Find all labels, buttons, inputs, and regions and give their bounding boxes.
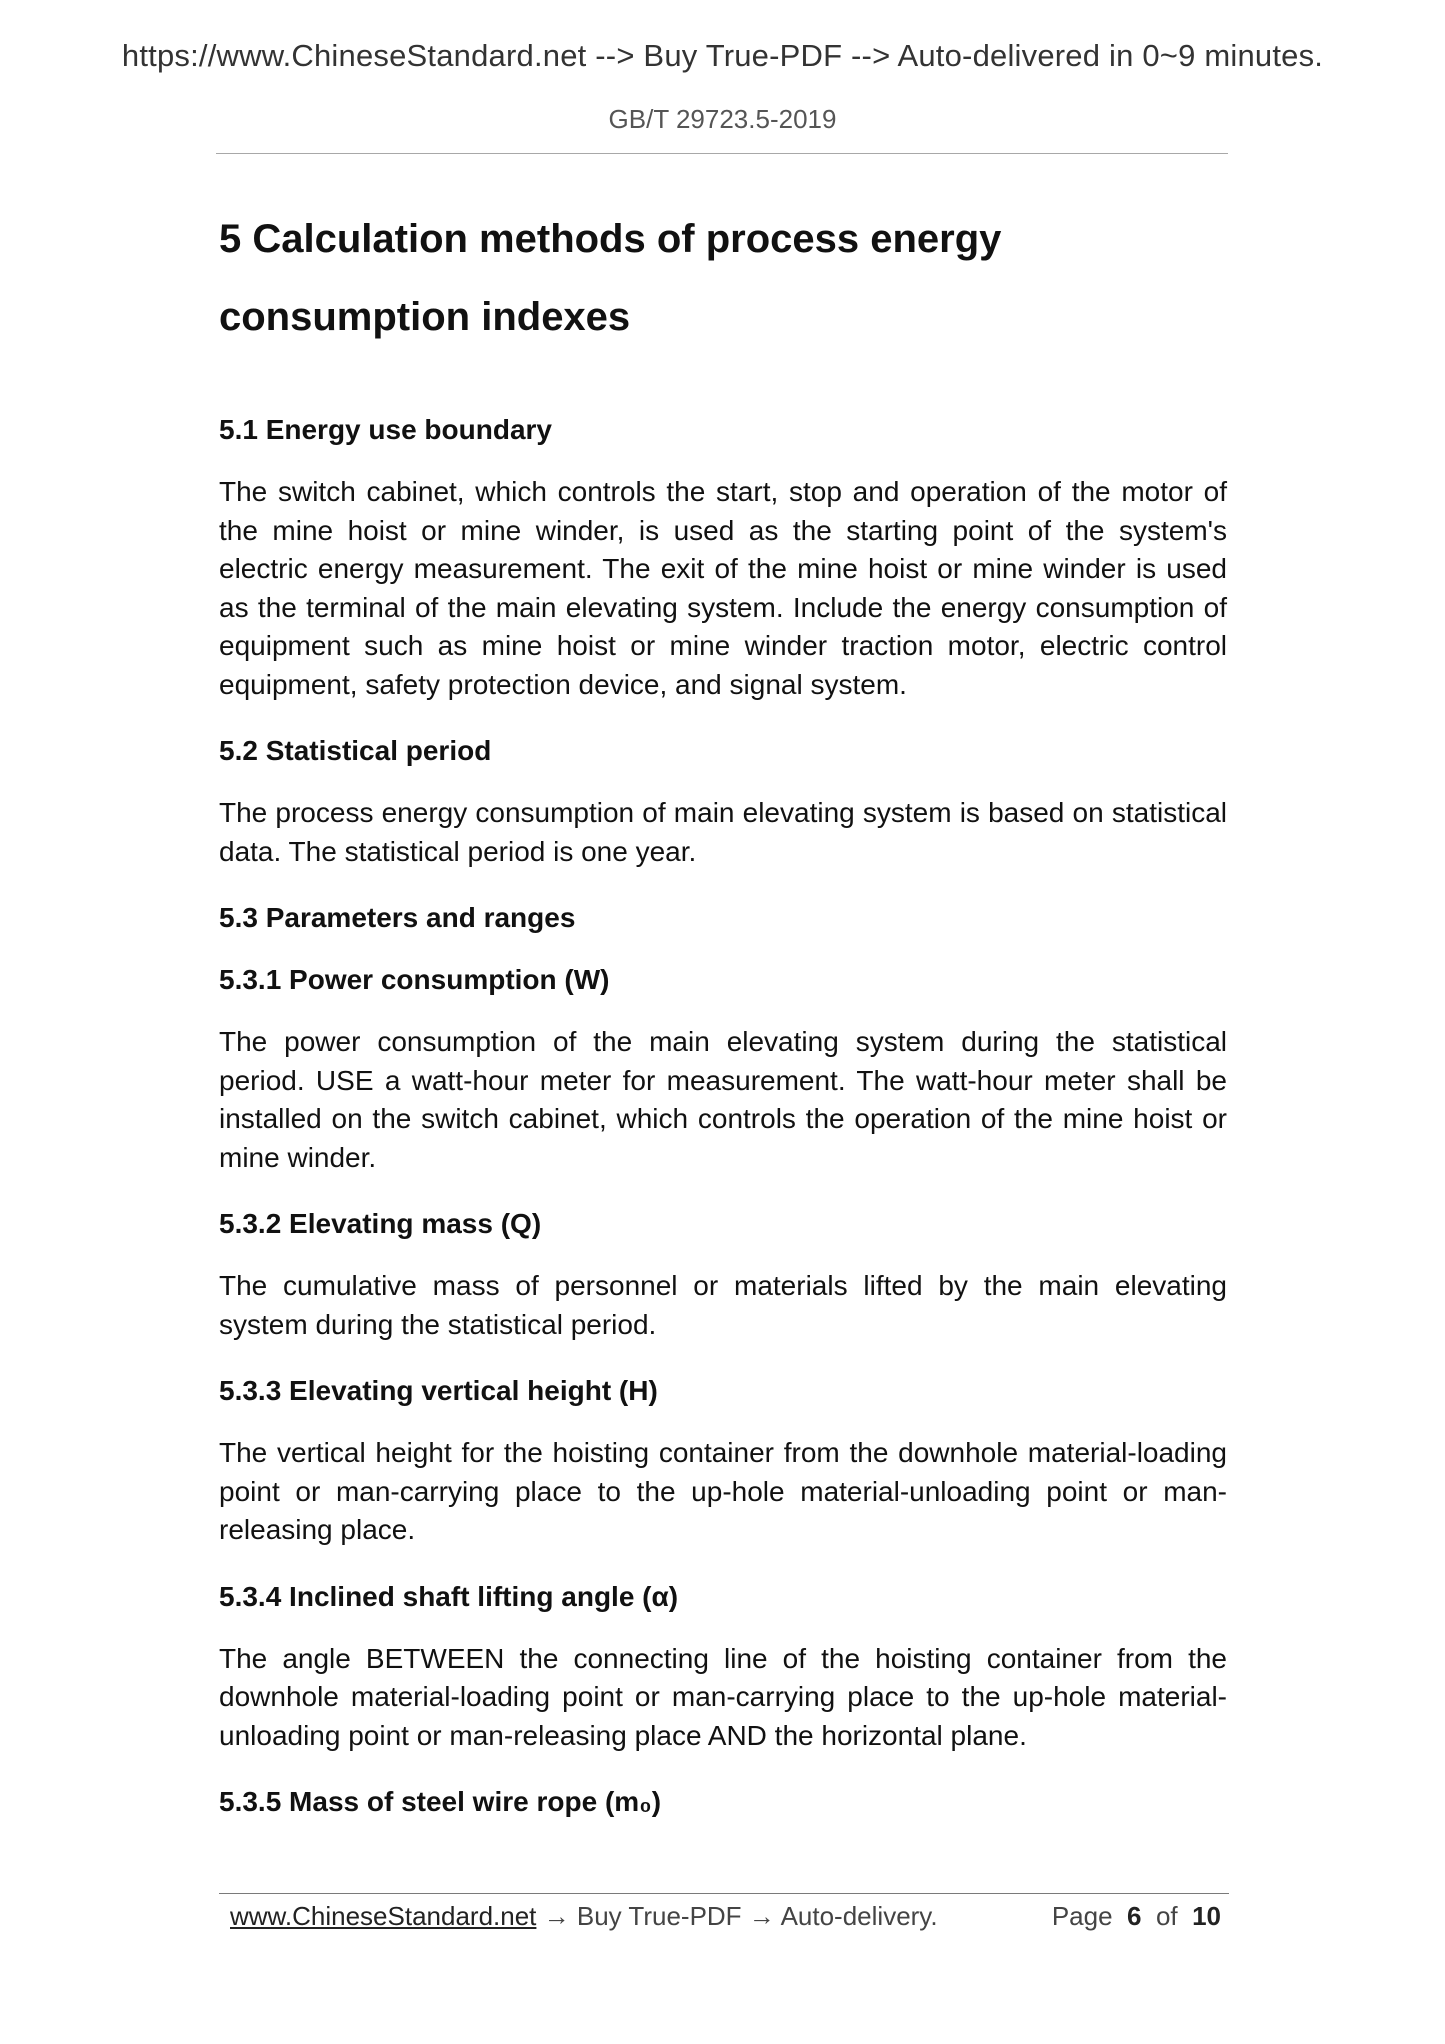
page-indicator bbox=[1052, 1896, 1221, 1936]
section-5-3-2-heading: 5.3.2 Elevating mass (Q) bbox=[219, 1208, 542, 1239]
section-5-3-3-heading: 5.3.3 Elevating vertical height (H) bbox=[219, 1375, 658, 1406]
page-number: 6 bbox=[1127, 1901, 1142, 1931]
section-5-3-4-heading: 5.3.4 Inclined shaft lifting angle (α) bbox=[219, 1580, 679, 1612]
page-word: Page bbox=[1051, 1901, 1113, 1931]
section-5-3-1-body: The power consumption of the main elevating system during the statistical period. USE a watt-hour meter for measurement. The watt-hour meter shall be installed on the switch cabinet, which controls the operation of the mine hoist or mine winder. bbox=[219, 1026, 1227, 1173]
section-5-1-body: The switch cabinet, which controls the start, stop and operation of the motor of the mine hoist or mine winder, is used as the starting point of the system's electric energy measurement. The exit of the mine hoist or mine winder is used as the terminal of the main elevating system. Include the energy consumption of equipment such as mine hoist or mine winder traction motor, electric control equipment, safety protection device, and signal system. bbox=[219, 476, 1227, 700]
section-5-3-1-heading: 5.3.1 Power consumption (W) bbox=[219, 964, 610, 995]
of-word: of bbox=[1155, 1901, 1178, 1931]
section-5-2-body: The process energy consumption of main elevating system is based on statistical data. The statistical period is one year. bbox=[219, 797, 1227, 867]
section-5-3-heading: 5.3 Parameters and ranges bbox=[219, 902, 576, 933]
section-5-3-3-body: The vertical height for the hoisting container from the downhole material-loading point or man-carrying place to the up-hole material-unloading point or man-releasing place. bbox=[219, 1437, 1227, 1545]
document-body bbox=[219, 200, 1227, 1845]
standard-code: GB/T 29723.5-2019 bbox=[608, 104, 837, 134]
header-divider bbox=[216, 153, 1228, 154]
source-banner: https://www.ChineseStandard.net --> Buy True-PDF --> Auto-delivered in 0~9 minutes. bbox=[121, 38, 1324, 73]
footer-site-link[interactable]: www.ChineseStandard.net bbox=[230, 1901, 537, 1931]
section-5-2-heading: 5.2 Statistical period bbox=[219, 735, 492, 766]
section-5-1-heading: 5.1 Energy use boundary bbox=[219, 414, 552, 445]
footer-tagline: → Buy True-PDF → Auto-delivery. bbox=[536, 1901, 938, 1931]
section-5-title: 5 Calculation methods of process energy consumption indexes bbox=[219, 217, 1002, 339]
page-footer bbox=[230, 1896, 1225, 1936]
total-pages: 10 bbox=[1192, 1901, 1221, 1931]
section-5-3-5-heading: 5.3.5 Mass of steel wire rope (m₀) bbox=[219, 1786, 662, 1817]
footer-divider bbox=[219, 1893, 1229, 1894]
section-5-3-4-body: The angle BETWEEN the connecting line of the hoisting container from the downhole material-loading point or man-carrying place to the up-hole material-unloading point or man-releasing place AND the horizontal plane. bbox=[219, 1642, 1227, 1751]
section-5-3-2-body: The cumulative mass of personnel or materials lifted by the main elevating system during the statistical period. bbox=[219, 1270, 1227, 1340]
